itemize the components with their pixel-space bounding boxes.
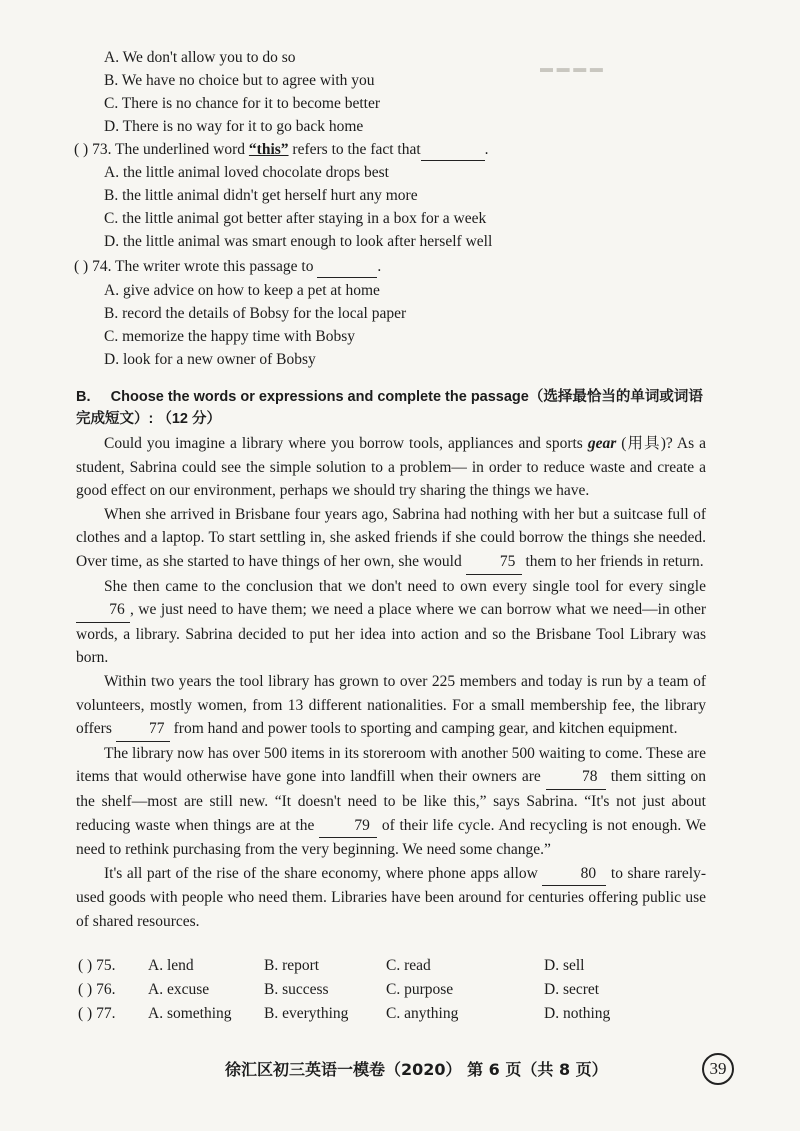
- question-74: ( ) 74. The writer wrote this passage to .: [74, 257, 381, 278]
- question-73-post: refers to the fact that: [288, 141, 421, 158]
- choice-d[interactable]: D. secret: [544, 981, 600, 998]
- answer-bracket[interactable]: ( ): [74, 258, 89, 275]
- q72-option-b: B. We have no choice but to agree with you: [104, 72, 375, 89]
- blank-80[interactable]: 80: [542, 862, 606, 887]
- answer-bracket[interactable]: ( ): [74, 141, 89, 158]
- q72-option-a: A. We don't allow you to do so: [104, 49, 296, 66]
- footer-text: 徐汇区初三英语一模卷（2020） 第 6 页（共 8 页）: [225, 1060, 608, 1079]
- choice-c[interactable]: C. purpose: [386, 981, 454, 998]
- paragraph: Could you imagine a library where you borrow tools, appliances and sports gear (用具)? As a student, Sabrina could see the simple solution to a problem— in order to reduce waste and create a good effect on our environment, perhaps we should try sharing the things we have.: [76, 435, 706, 500]
- answer-bracket[interactable]: ( ) 77.: [78, 1005, 116, 1022]
- answer-blank[interactable]: [421, 140, 485, 161]
- section-label: B.: [76, 389, 91, 405]
- blank-75[interactable]: 75: [466, 550, 522, 575]
- choice-b[interactable]: B. report: [264, 957, 320, 974]
- section-b-heading: [76, 386, 716, 430]
- choice-a[interactable]: A. excuse: [148, 981, 210, 998]
- paragraph: Within two years the tool library has grown to over 225 members and today is run by a team of volunteers, mostly women, from 13 different nationalities. For a small membership fee, the library offers 77 from hand and power tools to sporting and camping gear, and kitchen equipment.: [76, 670, 706, 742]
- gear-word: gear: [587, 435, 617, 452]
- paragraph: It's all part of the rise of the share economy, where phone apps allow 80 to share rarely-used goods with people who need them. Libraries have been around for centuries offering public use of shared resources.: [76, 862, 706, 934]
- question-73-pre: 73. The underlined word: [92, 141, 249, 158]
- cloze-passage: [76, 432, 706, 933]
- paragraph: She then came to the conclusion that we don't need to own every single tool for every single 76 , we just need to have them; we need a place where we can borrow what we need—in other words, a library. Sabrina decided to put her idea into action and so the Brisbane Tool Library was born.: [76, 577, 706, 667]
- choice-d[interactable]: D. nothing: [544, 1005, 611, 1022]
- q72-option-d: D. There is no way for it to go back home: [104, 118, 364, 135]
- q73-option-d: D. the little animal was smart enough to look after herself well: [104, 233, 493, 250]
- answer-blank[interactable]: [317, 257, 377, 278]
- choice-a[interactable]: A. something: [148, 1005, 232, 1022]
- q73-option-a: A. the little animal loved chocolate drops best: [104, 164, 389, 181]
- page-badge: 39: [702, 1053, 734, 1085]
- blank-76[interactable]: 76: [76, 598, 130, 623]
- blank-79[interactable]: 79: [319, 814, 377, 839]
- q74-option-b: B. record the details of Bobsy for the local paper: [104, 305, 407, 322]
- blank-77[interactable]: 77: [116, 717, 170, 742]
- q73-option-c: C. the little animal got better after staying in a box for a week: [104, 210, 487, 227]
- choice-b[interactable]: B. everything: [264, 1005, 349, 1022]
- choice-c[interactable]: C. anything: [386, 1005, 459, 1022]
- choice-d[interactable]: D. sell: [544, 957, 585, 974]
- q72-option-c: C. There is no chance for it to become better: [104, 95, 381, 112]
- q74-option-a: A. give advice on how to keep a pet at home: [104, 282, 380, 299]
- section-instruction: Choose the words or expressions and complete the passage: [110, 389, 529, 405]
- underlined-word: “this”: [248, 141, 289, 158]
- q73-option-b: B. the little animal didn't get herself hurt any more: [104, 187, 418, 204]
- choice-b[interactable]: B. success: [264, 981, 329, 998]
- q74-option-c: C. memorize the happy time with Bobsy: [104, 328, 355, 345]
- answer-bracket[interactable]: ( ) 75.: [78, 957, 116, 974]
- q74-option-d: D. look for a new owner of Bobsy: [104, 351, 316, 368]
- section-instruction-cn: （选择最恰当的单词或词语完成短文）: （12 分）: [76, 389, 703, 427]
- blank-78[interactable]: 78: [546, 765, 606, 790]
- choice-c[interactable]: C. read: [386, 957, 431, 974]
- answer-bracket[interactable]: ( ) 76.: [78, 981, 116, 998]
- paragraph: The library now has over 500 items in its storeroom with another 500 waiting to come. These are items that would otherwise have gone into landfill when their owners are 78 them sitting on the shelf—most are still new. “It doesn't need to be like this,” says Sabrina. “It's not just about reducing waste when things are at the 79 of their life cycle. And recycling is not enough. We need to rethink purchasing from the very beginning. We need some change.”: [76, 744, 706, 859]
- question-74-text: 74. The writer wrote this passage to: [92, 258, 314, 275]
- paragraph: When she arrived in Brisbane four years ago, Sabrina had nothing with her but a suitcase full of clothes and a laptop. To start settling in, she asked friends if she could borrow the things she needed. Over time, as she started to have things of her own, she would 75 them to her friends in return.: [76, 503, 706, 575]
- bleed-through-decoration: ▬ ▬ ▬ ▬: [540, 60, 603, 75]
- choice-a[interactable]: A. lend: [148, 957, 194, 974]
- question-73: ( ) 73. The underlined word “this” refers to the fact that .: [74, 140, 489, 161]
